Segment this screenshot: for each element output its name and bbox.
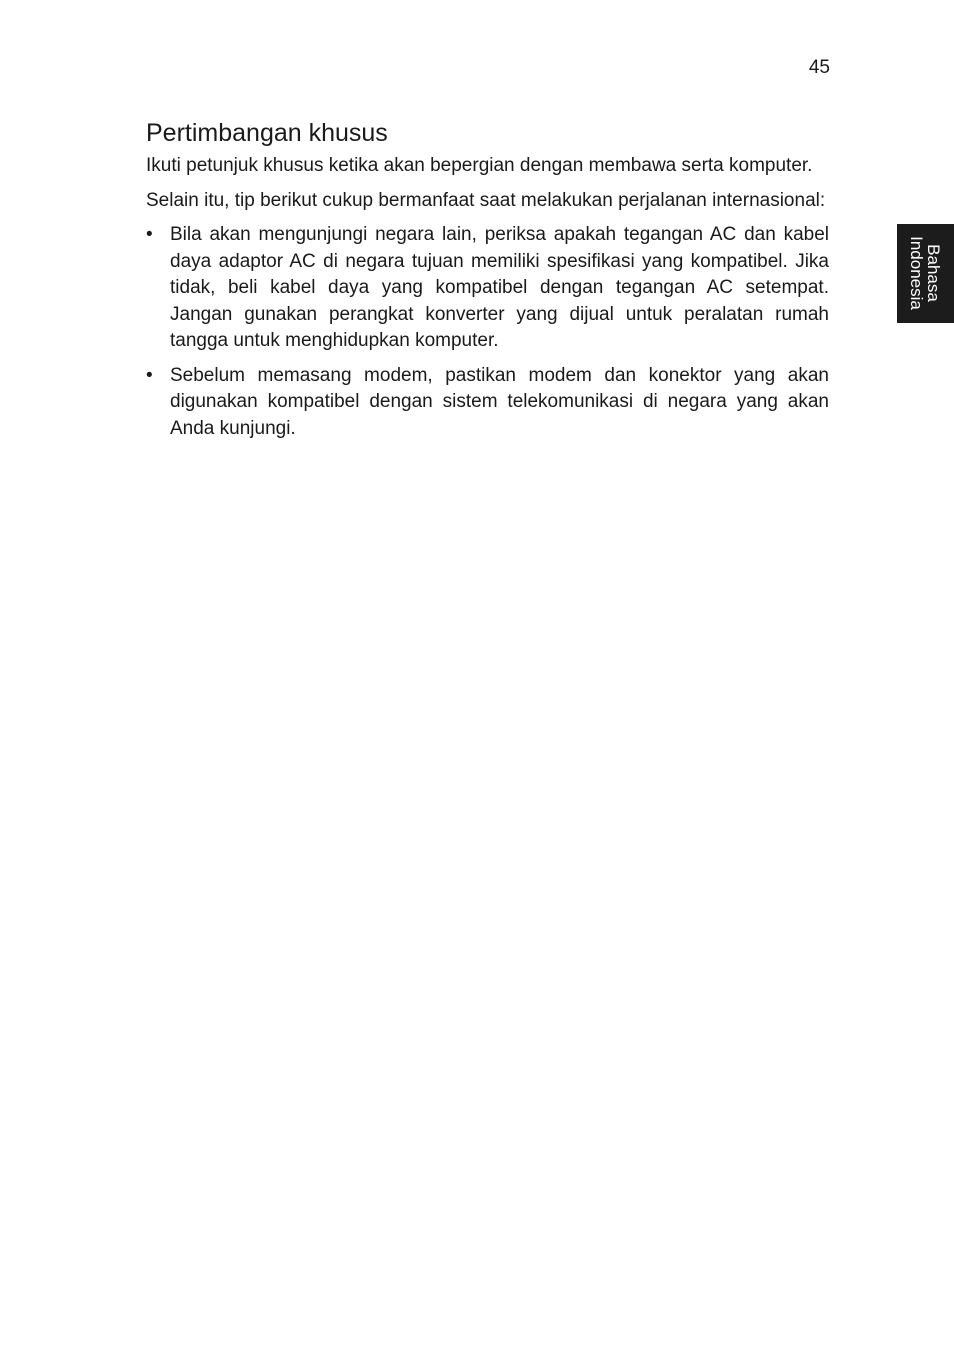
main-content <box>146 117 829 450</box>
bullet-icon: • <box>146 364 153 386</box>
bullet-item <box>146 363 829 443</box>
language-side-tab-line2: Indonesia <box>907 236 926 310</box>
paragraph-intro: Ikuti petunjuk khusus ketika akan bepergian dengan membawa serta komputer. <box>146 155 813 176</box>
bullet-list <box>146 222 829 442</box>
section-title: Pertimbangan khusus <box>146 119 388 147</box>
bullet-text: Bila akan mengunjungi negara lain, periksa apakah tegangan AC dan kabel daya adaptor AC di negara tujuan memiliki spesifikasi yang kompatibel. Jika tidak, beli kabel daya yang kompatibel dengan tegangan AC setempat. Jangan gunakan perangkat konverter yang dijual untuk peralatan rumah tangga untuk menghidupkan komputer. <box>170 224 829 351</box>
bullet-text: Sebelum memasang modem, pastikan modem dan konektor yang akan digunakan kompatibel dengan sistem telekomunikasi di negara yang akan Anda kunjungi. <box>170 364 829 439</box>
language-side-tab <box>897 224 954 323</box>
language-side-tab-line1: Bahasa <box>924 244 943 302</box>
language-side-tab-label <box>908 236 942 310</box>
bullet-item <box>146 222 829 355</box>
page-number: 45 <box>808 57 830 78</box>
paragraph-international: Selain itu, tip berikut cukup bermanfaat saat melakukan perjalanan internasional: <box>146 189 826 211</box>
bullet-icon: • <box>146 224 153 245</box>
